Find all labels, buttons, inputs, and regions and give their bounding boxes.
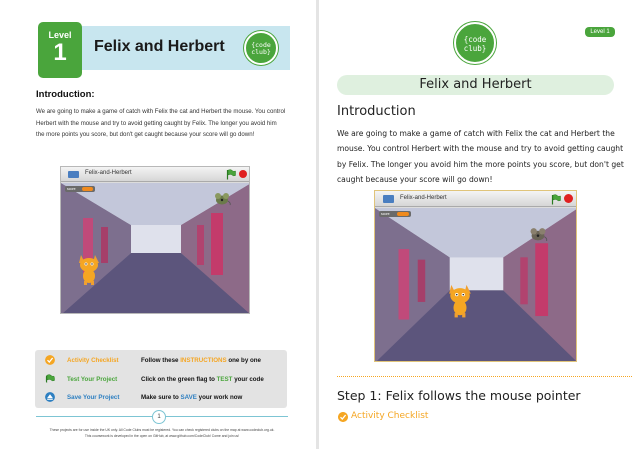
legend-row-save [35,389,287,405]
intro-heading: Introduction [337,104,416,119]
legend-desc-post: one by one [226,357,261,364]
logo-line-2: club} [463,43,487,53]
logo-line-1: {code [251,41,271,49]
green-flag-icon[interactable] [226,169,236,180]
step-heading: Step 1: Felix follows the mouse pointer [337,388,581,403]
legend-desc-highlight: TEST [216,376,233,383]
page-title: Felix and Herbert [337,75,614,95]
felix-cat-sprite [77,251,101,285]
score-label: score [381,212,390,216]
left-page [0,0,316,449]
window-icon [68,171,79,178]
legend-desc-post: your work now [196,394,243,401]
felix-cat-sprite [447,280,473,318]
legend-name: Save Your Project [67,394,120,401]
intro-paragraph: We are going to make a game of catch with Felix the cat and Herbert the mouse. You control Herbert with the mouse and try to avoid getting caught by Felix. The longer you avoid him the more points you score, but don't get caught because your score will go down! [36,108,286,139]
activity-checklist-label: Activity Checklist [351,411,429,421]
section-divider [337,376,632,377]
stop-icon[interactable] [564,194,573,203]
page-number: 1 [152,410,166,424]
legend-row-checklist [35,352,287,368]
intro-paragraph: We are going to make a game of catch with Felix the cat and Herbert the mouse. You control Herbert with the mouse and try to avoid getting caught by Felix. The longer you avoid him the more points you score, but don't get caught because your score will go down! [337,129,624,185]
level-word: Level [48,30,72,40]
green-flag-icon[interactable] [551,194,561,205]
score-value [82,187,93,191]
save-icon [45,392,55,402]
level-badge [38,22,82,78]
legend-description [141,357,261,364]
intro-heading: Introduction: [36,89,95,100]
stop-icon[interactable] [239,170,247,178]
legend-desc-pre: Follow these [141,357,181,364]
score-label: score [67,187,76,191]
score-value [397,212,409,216]
check-circle-icon [338,412,348,422]
stage-title: Felix-and-Herbert [85,170,132,176]
legend-desc-post: your code [232,376,264,383]
legend-description [141,394,242,401]
stage-title: Felix-and-Herbert [400,195,447,201]
footnote-line-2: This coursework is developed in the open on GitHub, at www.github.com/CodeClub/ Come and join us! [84,434,240,438]
check-circle-icon [45,355,55,365]
right-page [319,0,634,449]
page-title: Felix and Herbert [94,38,225,55]
code-club-logo [454,22,496,64]
legend-name: Activity Checklist [67,357,119,364]
score-display [379,211,411,217]
legend-name: Test Your Project [67,376,118,383]
stage-scene [375,208,576,361]
code-club-logo [244,31,278,65]
green-flag-icon [45,374,55,384]
level-number: 1 [53,39,67,66]
level-tag: Level 1 [585,27,615,37]
legend-desc-highlight: SAVE [180,394,197,401]
legend-description [141,376,264,383]
legend-row-test [35,371,287,387]
legend-desc-pre: Click on the green flag to [141,376,217,383]
logo-line-2: club} [251,48,271,56]
legend-desc-highlight: INSTRUCTIONS [180,357,227,364]
scratch-stage-window [60,166,250,314]
herbert-mouse-sprite [213,191,231,206]
stage-title-bar [375,191,576,207]
stage-title-bar [61,167,249,182]
scratch-stage-window [374,190,577,362]
legend-desc-pre: Make sure to [141,394,181,401]
stage-scene [61,183,249,313]
footnote-line-1: These projects are for use inside the UK only. All Code Clubs must be registered. You can check registered clubs on the map at www.codeclub.org.uk. [49,428,275,432]
logo-line-1: {code [463,35,487,44]
legend-box [35,350,287,408]
herbert-mouse-sprite [527,226,549,242]
window-icon [383,195,394,203]
score-display [65,186,95,192]
